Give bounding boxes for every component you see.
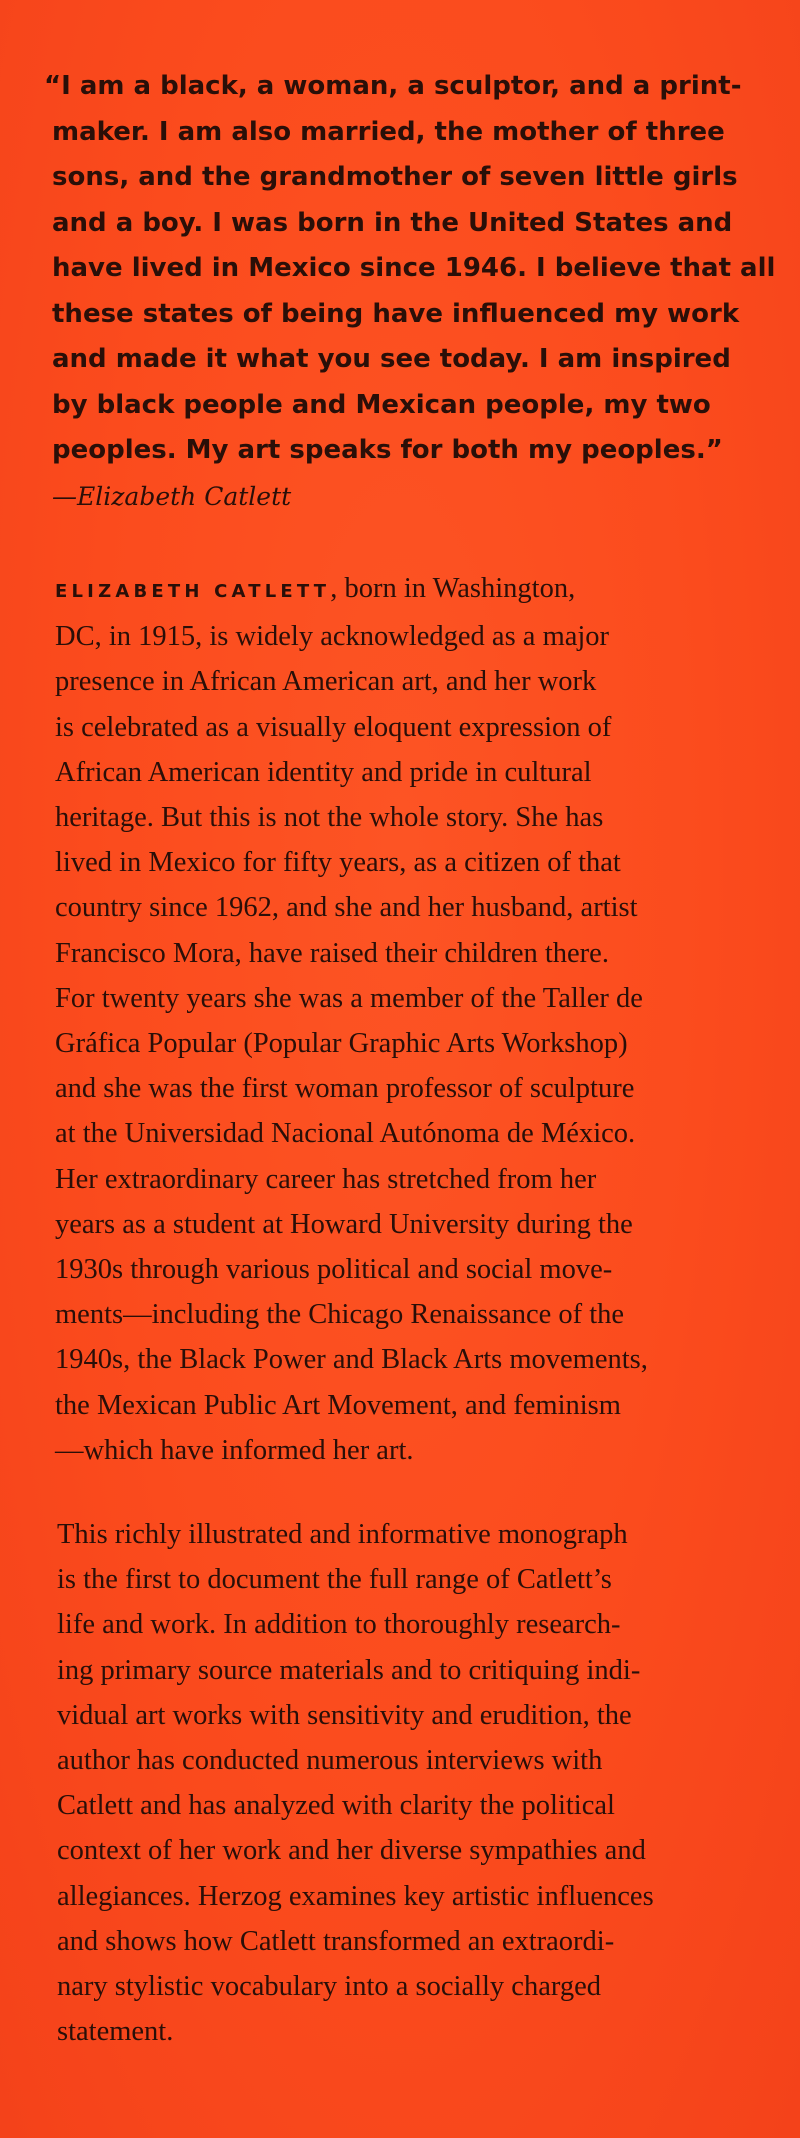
bio-line: the Mexican Public Art Movement, and feminism xyxy=(55,1389,621,1421)
monograph-line: statement. xyxy=(57,2016,174,2048)
monograph-paragraph xyxy=(57,1512,757,2054)
bio-line: lived in Mexico for fifty years, as a citizen of that xyxy=(55,847,621,879)
monograph-line: ing primary source materials and to critiquing indi- xyxy=(57,1654,641,1686)
monograph-line: is the first to document the full range of Catlett’s xyxy=(57,1564,612,1596)
bio-line: 1930s through various political and social move- xyxy=(55,1254,613,1286)
quote-line: “I am a black, a woman, a sculptor, and a print- xyxy=(44,71,742,101)
monograph-line: author has conducted numerous interviews with xyxy=(57,1745,603,1777)
monograph-line: This richly illustrated and informative monograph xyxy=(57,1519,628,1550)
quote-line: sons, and the grandmother of seven little girls xyxy=(52,162,738,192)
monograph-line: and shows how Catlett transformed an extraordi- xyxy=(57,1925,615,1957)
quote-attribution: —Elizabeth Catlett xyxy=(52,481,292,511)
bio-first-line-text: , born in Washington, xyxy=(330,573,576,604)
bio-line: ments—including the Chicago Renaissance of the xyxy=(55,1299,625,1331)
bio-line: DC, in 1915, is widely acknowledged as a major xyxy=(55,621,610,653)
quote-line: these states of being have influenced my work xyxy=(52,298,740,329)
monograph-line: allegiances. Herzog examines key artistic influences xyxy=(57,1880,654,1912)
bio-line: at the Universidad Nacional Autónoma de México. xyxy=(55,1118,636,1150)
bio-line: Francisco Mora, have raised their children there. xyxy=(55,937,609,969)
monograph-line: vidual art works with sensitivity and erudition, the xyxy=(57,1699,632,1731)
monograph-line: nary stylistic vocabulary into a socially charged xyxy=(57,1971,601,2003)
biography-paragraph xyxy=(55,566,755,1473)
quote-line: and a boy. I was born in the United States and xyxy=(52,207,733,238)
bio-line: country since 1962, and she and her husband, artist xyxy=(55,892,638,924)
catlett-quote xyxy=(44,64,776,519)
bio-first-line xyxy=(55,566,755,614)
monograph-line: Catlett and has analyzed with clarity the political xyxy=(57,1790,615,1822)
quote-line: by black people and Mexican people, my two xyxy=(52,389,711,420)
quote-line: peoples. My art speaks for both my peoples.” xyxy=(52,435,723,465)
bio-line: presence in African American art, and her work xyxy=(55,666,597,698)
bio-line: and she was the first woman professor of sculpture xyxy=(55,1073,635,1105)
quote-line: and made it what you see today. I am inspired xyxy=(52,344,731,374)
monograph-line: context of her work and her diverse sympathies and xyxy=(57,1835,646,1867)
bio-line: African American identity and pride in cultural xyxy=(55,756,592,788)
quote-line: have lived in Mexico since 1946. I believe that all xyxy=(52,253,776,283)
bio-line: Her extraordinary career has stretched from her xyxy=(55,1163,597,1195)
bio-line: 1940s, the Black Power and Black Arts movements, xyxy=(55,1344,648,1376)
bio-line: Gráfica Popular (Popular Graphic Arts Workshop) xyxy=(55,1028,628,1060)
quote-line: maker. I am also married, the mother of three xyxy=(52,116,725,147)
bio-line: is celebrated as a visually eloquent expression of xyxy=(55,711,612,743)
bio-line: heritage. But this is not the whole story. She has xyxy=(55,802,604,834)
monograph-line: life and work. In addition to thoroughly research- xyxy=(57,1609,621,1641)
bio-line: —which have informed her art. xyxy=(55,1434,414,1466)
bio-line: years as a student at Howard University during the xyxy=(55,1208,633,1240)
author-name: ELIZABETH CATLETT xyxy=(55,581,331,602)
bio-line: For twenty years she was a member of the Taller de xyxy=(55,982,643,1014)
